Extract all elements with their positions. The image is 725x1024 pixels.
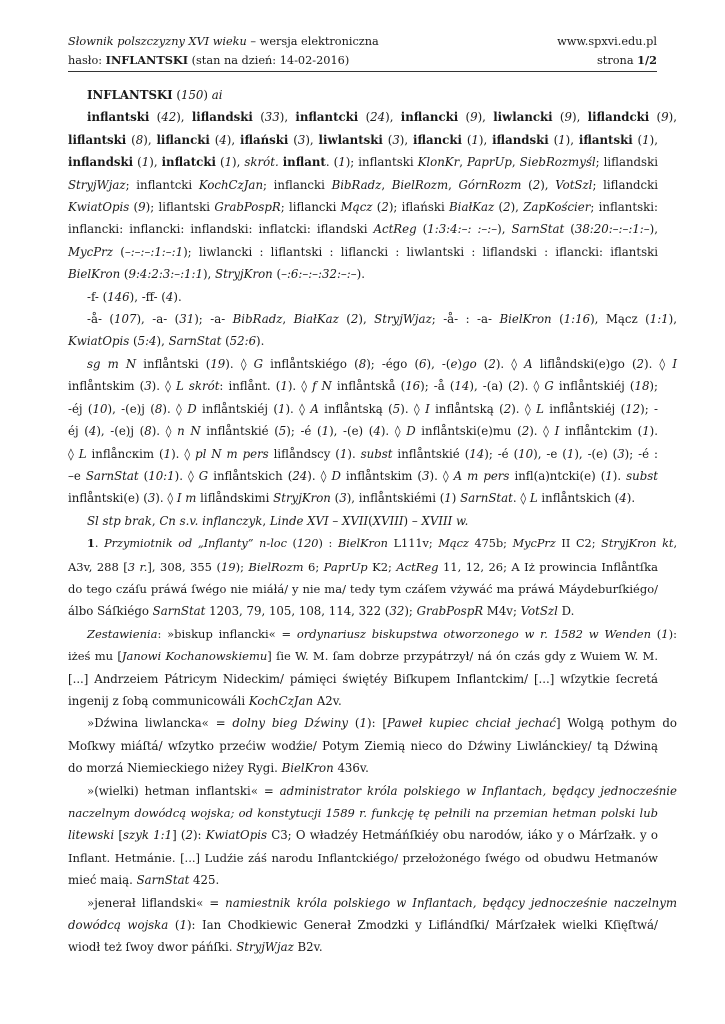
- dictionary-title: Słownik polszczyzny XVI wieku: [68, 35, 247, 48]
- text-line: inflancki: inflancki: inflandski: inflatcki: iflandski ActReg (1:3:4:–: :–:–), SarnStat (38:20:–:–:1:–),: [68, 222, 658, 237]
- text-line: álbo Sáſkiégo SarnStat 1203, 79, 105, 108, 114, 322 (32); GrabPospR M4v; VotSzl D.: [68, 604, 575, 619]
- text-line: –e SarnStat (10:1). ◊ G inflåntskich (24). ◊ D inflåntskim (3). ◊ A m pers infl(a)ntcki(e) (1). subst: [68, 468, 658, 483]
- text-line: inflåntskim (3). ◊ L skrót: inflånt. (1). ◊ f N inflåntskå (16); -å (14), -(a) (2). ◊ G inflåntskiéj (18);: [68, 379, 658, 394]
- text-line: -éj (10), -(e)j (8). ◊ D inflåntskiéj (1). ◊ A inflåntską (5). ◊ I inflåntską (2). ◊ L inflåntskiéj (12); -: [68, 401, 659, 416]
- site-url: www.spxvi.edu.pl: [557, 35, 657, 48]
- text-line: do tego czáſu práwá ſwégo nie miáłá/ y nie ma/ tedy tym czáſem vżywáć ma práwá Máydeburſkiégo/: [68, 581, 658, 596]
- text-line: ingenij z ſobą communicowáli KochCzJan A2v.: [68, 693, 342, 708]
- text-line: liflantski (8), liflancki (4), iflański (3), liwlantski (3), iflancki (1), iflandski (1), iflantski (1),: [68, 132, 658, 147]
- text-line: -f- (146), -ff- (4).: [87, 289, 182, 304]
- text-line: litewski [szyk 1:1] (2): KwiatOpis C3; O władzéy Hetmáńſkiéy obu narodów, iáko y o Márſzałk. y o: [68, 828, 658, 843]
- text-line: Inflant. Hetmánie. [...] Ludźie záś narodu Inflantckiégo/ przełożonégo ſwégo od obudwu Hetmanów: [68, 850, 658, 865]
- page-indicator: [557, 51, 657, 70]
- entry-state-date: (stan na dzień: 14-02-2016): [188, 54, 350, 67]
- text-line: naczelnym dowódcą wojska; od konstytucji 1589 r. funkcję tę pełnili na przemian hetman polski lub: [68, 806, 658, 820]
- text-line: BielKron (9:4:2:3:–:1:1), StryjKron (–:6:–:–:32:–:–).: [68, 267, 365, 282]
- text-line: »(wielki) hetman inflantski« = administrator króla polskiego w Inflantach, będący jednocześnie: [87, 783, 677, 798]
- running-header: [68, 33, 657, 69]
- text-line: -å- (107), -a- (31); -a- BibRadz, BiałKaz (2), StryjWjaz; -å- : -a- BielKron (1:16), Mącz (1:1),: [87, 312, 677, 327]
- header-entry-line: [68, 51, 379, 70]
- text-line: Zestawienia: »biskup inflancki« = ordynariusz biskupstwa otworzonego w r. 1582 w Wenden (1):: [87, 626, 677, 641]
- text-line: 1. Przymiotnik od „Inflanty” n-loc (120) : BielKron L111v; Mącz 475b; MycPrz II C2; StryjKron kt,: [87, 536, 678, 551]
- header-title-line: [68, 33, 379, 51]
- dictionary-edition: – wersja elektroniczna: [246, 35, 379, 48]
- text-line: Sl stp brak, Cn s.v. inflanczyk, Linde XVI – XVII(XVIII) – XVIII w.: [87, 513, 469, 528]
- entry-label: hasło:: [68, 54, 106, 67]
- text-line: inflandski (1), inflatcki (1), skrót. inflant. (1); inflantski KlonKr, PaprUp, SiebRozmyśl; liflandski: [68, 155, 658, 170]
- text-line: MycPrz (–:–:–:1:–:1); liwlancki : liflantski : liflancki : liwlantski : liflandski : iflancki: iflantski: [68, 244, 658, 259]
- text-line: inflantski (42), liflandski (33), inflantcki (24), inflancki (9), liwlancki (9), liflandcki (9),: [87, 110, 677, 125]
- text-line: Moſkwy miáſtá/ wſzytko przećiw wodźie/ Potym Ziemią nieco do Dźwiny Liwlánckiey/ tą Dźwiną: [68, 738, 658, 753]
- text-line: sg m N inflåntski (19). ◊ G inflåntskiégo (8); -égo (6), -(e)go (2). ◊ A liflåndski(e)go (2). ◊ I: [87, 356, 677, 371]
- text-line: StryjWjaz; inflantcki KochCzJan; inflancki BibRadz, BielRozm, GórnRozm (2), VotSzl; liflandcki: [68, 177, 658, 192]
- text-line: INFLANTSKI (150) ai: [87, 88, 223, 102]
- text-line: »jenerał liflandski« = namiestnik króla polskiego w Inflantach, będący jednocześnie naczelnym: [87, 895, 677, 910]
- text-line: éj (4), -(e)j (8). ◊ n N inflåntskié (5); -é (1), -(e) (4). ◊ D inflåntski(e)mu (2). ◊ I inflåntckim (1).: [68, 424, 658, 439]
- page-label: strona: [597, 54, 638, 67]
- text-line: A3v, 288 [3 r.], 308, 355 (19); BielRozm 6; PaprUp K2; ActReg 11, 12, 26; A Iż prowincia Inflåntſka: [68, 559, 658, 574]
- text-line: [...] Andrzeiem Pátricym Nideckim/ pámięci świętéy Biſkupem Inflantckim/ [...] wſzytkie ſecretá: [68, 671, 658, 686]
- header-right: [557, 33, 657, 70]
- text-line: KwiatOpis (5:4), SarnStat (52:6).: [68, 334, 265, 349]
- text-line: KwiatOpis (9); liflantski GrabPospR; liflancki Mącz (2); iflański BiałKaz (2), ZapKościer; inflantski:: [68, 200, 658, 215]
- header-divider: [68, 71, 657, 72]
- entry-body: [68, 84, 678, 959]
- text-line: mieć maią. SarnStat 425.: [68, 873, 220, 888]
- text-line: wiodł też ſwoy dwor páńſki. StryjWjaz B2v.: [68, 940, 323, 955]
- text-line: dowódcą wojska (1): Ian Chodkiewic Generał Zmodzki y Liflándſki/ Márſzałek wielki Kſięſtwá/: [68, 918, 658, 933]
- entry-headword: INFLANTSKI: [105, 53, 189, 67]
- text-line: do morzá Niemieckiego niżey Rygi. BielKron 436v.: [68, 761, 369, 776]
- text-line: inflåntski(e) (3). ◊ I m liflåndskimi StryjKron (3), inflåntskiémi (1) SarnStat. ◊ L inflåntskich (4).: [68, 491, 636, 506]
- text-line: ◊ L inflåncкim (1). ◊ pl N m pers liflåndscy (1). subst inflåntskié (14); -é (10), -e (1), -(e) (3); -é :: [68, 446, 658, 461]
- text-line: »Dźwina liwlancka« = dolny bieg Dźwiny (1): [Paweł kupiec chciał jechać] Wolgą pothym do: [87, 716, 677, 731]
- page-number: 1/2: [637, 53, 657, 67]
- header-left: [68, 33, 379, 70]
- text-line: iżeś mu [Janowi Kochanowskiemu] ſie W. M. ſam dobrze przypátrzył/ ná ón czás gdy z Wuiem W. M.: [68, 649, 658, 664]
